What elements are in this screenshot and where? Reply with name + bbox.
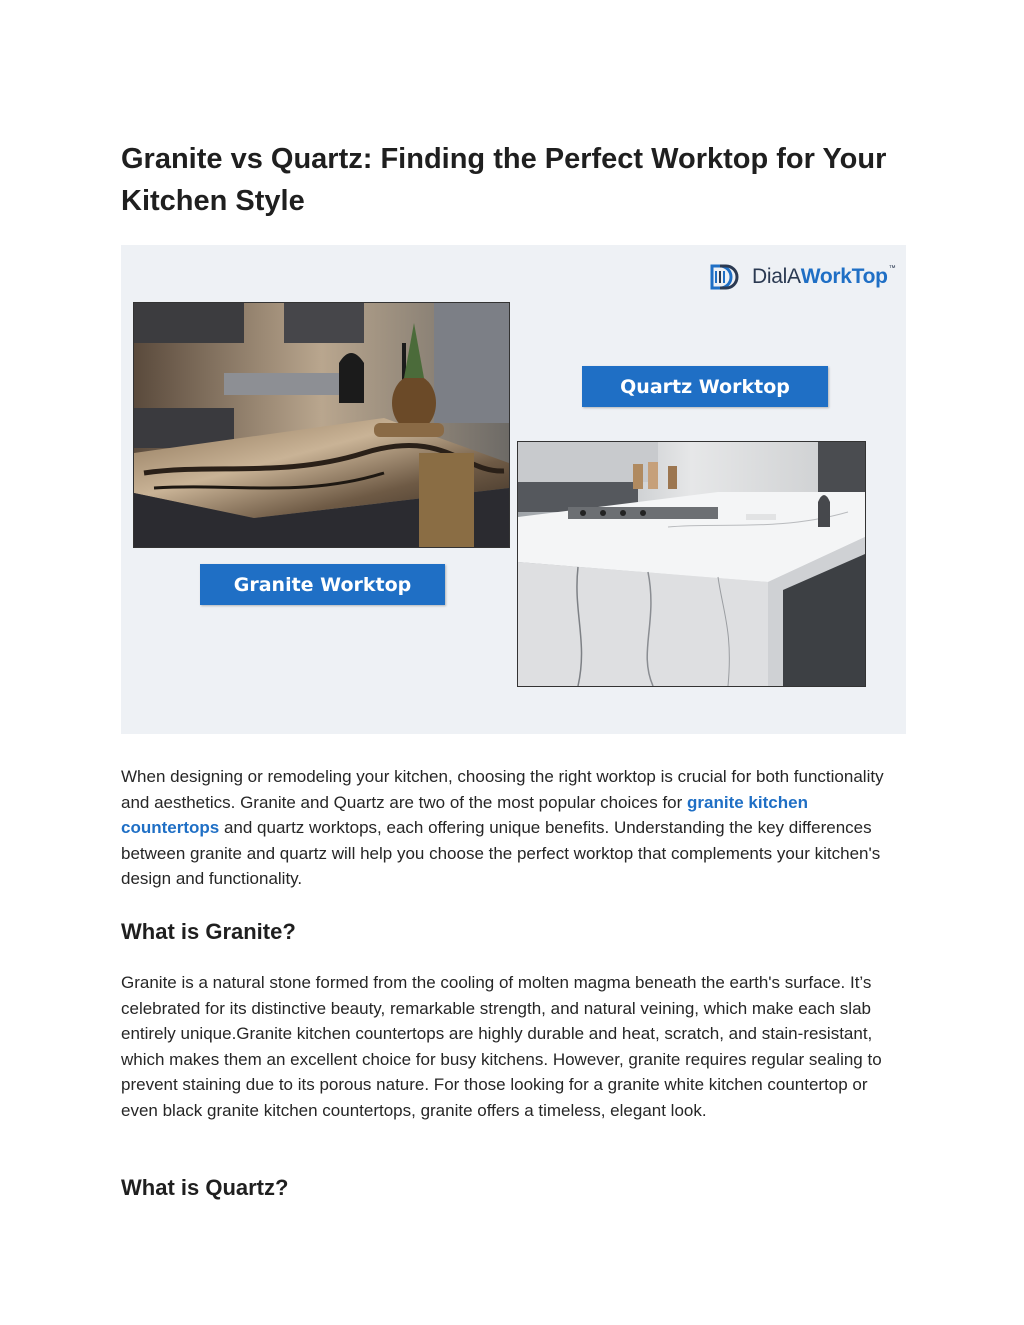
logo-brand: WorkTop <box>800 265 888 288</box>
brand-logo <box>708 259 895 295</box>
granite-kitchen-photo <box>133 302 510 548</box>
granite-paragraph: Granite is a natural stone formed from the cooling of molten magma beneath the earth's surface. It’s celebrated for its distinctive beauty, remarkable strength, and natural veining, which make each slab entirely unique.Granite kitchen countertops are highly durable and heat, scratch, and stain-resistant, which makes them an excellent choice for busy kitchens. However, granite requires regular sealing to prevent staining due to its porous nature. For those looking for a granite white kitchen countertop or even black granite kitchen countertops, granite offers a timeless, elegant look. <box>121 973 882 1120</box>
intro-text-after: and quartz worktops, each offering unique benefits. Understanding the key differences between granite and quartz will help you choose the perfect worktop that complements your kitchen's design and functionality. <box>121 818 881 888</box>
page-title: Granite vs Quartz: Finding the Perfect Worktop for Your Kitchen Style <box>121 143 887 217</box>
granite-countertops-link[interactable]: granite kitchen countertops <box>121 792 808 837</box>
intro-paragraph <box>121 764 903 892</box>
logo-prefix: DialA <box>752 265 801 288</box>
granite-worktop-label: Granite Worktop <box>200 564 445 605</box>
quartz-kitchen-photo <box>517 441 866 687</box>
logo-trademark: ™ <box>888 265 896 272</box>
quartz-worktop-label: Quartz Worktop <box>582 366 828 407</box>
dial-logo-icon <box>708 260 742 294</box>
intro-text-before: When designing or remodeling your kitchen, choosing the right worktop is crucial for both functionality and aesthetics. Granite and Quartz are two of the most popular choices for <box>121 767 884 812</box>
hero-image <box>121 245 906 734</box>
section-heading-quartz: What is Quartz? <box>121 1175 289 1200</box>
section-heading-granite: What is Granite? <box>121 919 296 944</box>
